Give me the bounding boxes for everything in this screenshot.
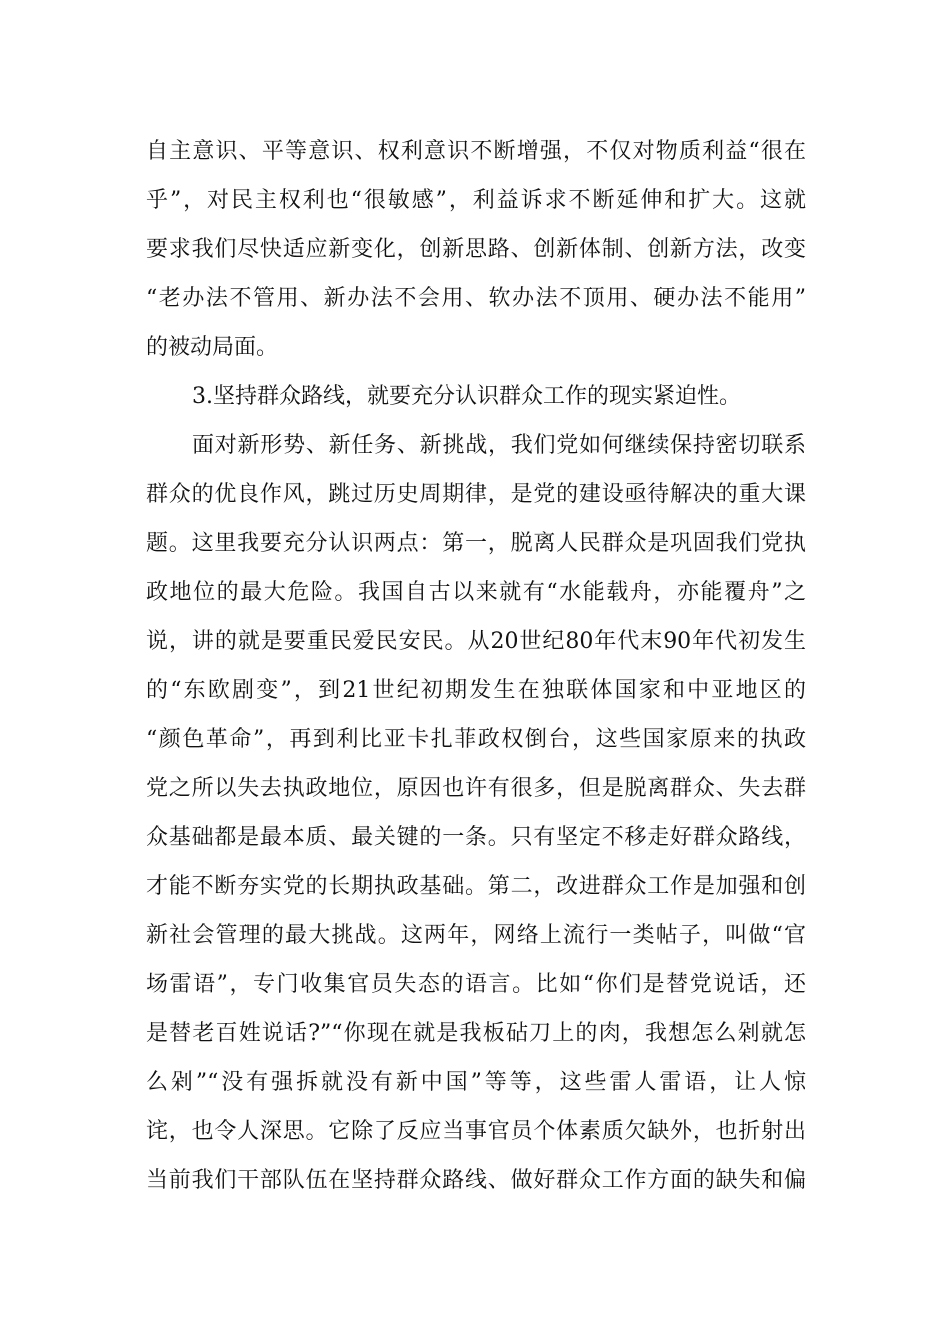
- section-heading: 3.坚持群众路线，就要充分认识群众工作的现实紧迫性。: [192, 384, 741, 409]
- text-line: 说，讲的就是要重民爱民安民。从20世纪80年代末90年代初发生: [146, 629, 806, 654]
- text-line: 要求我们尽快适应新变化，创新思路、创新体制、创新方法，改变: [146, 237, 806, 262]
- text-line: 政地位的最大危险。我国自古以来就有“水能载舟，亦能覆舟”之: [146, 580, 806, 605]
- text-line: 乎”，对民主权利也“很敏感”，利益诉求不断延伸和扩大。这就: [146, 188, 806, 213]
- text-line: 题。这里我要充分认识两点：第一，脱离人民群众是巩固我们党执: [146, 531, 806, 556]
- text-line: 群众的优良作风，跳过历史周期律，是党的建设亟待解决的重大课: [146, 482, 806, 507]
- text-line: 么剁”“没有强拆就没有新中国”等等，这些雷人雷语，让人惊: [146, 1070, 806, 1095]
- text-line: 的被动局面。: [146, 335, 279, 360]
- text-line: “老办法不管用、新办法不会用、软办法不顶用、硬办法不能用”: [146, 286, 806, 311]
- text-line: 当前我们干部队伍在坚持群众路线、做好群众工作方面的缺失和偏: [146, 1168, 806, 1193]
- text-line: 新社会管理的最大挑战。这两年，网络上流行一类帖子，叫做“官: [146, 923, 806, 948]
- text-line: 自主意识、平等意识、权利意识不断增强，不仅对物质利益“很在: [146, 139, 806, 164]
- text-line: 才能不断夯实党的长期执政基础。第二，改进群众工作是加强和创: [146, 874, 806, 899]
- text-line: 众基础都是最本质、最关键的一条。只有坚定不移走好群众路线，: [146, 825, 806, 850]
- text-line: 是替老百姓说话?”“你现在就是我板砧刀上的肉，我想怎么剁就怎: [146, 1021, 806, 1046]
- text-line: 场雷语”，专门收集官员失态的语言。比如“你们是替党说话，还: [146, 972, 806, 997]
- text-line: “颜色革命”，再到利比亚卡扎菲政权倒台，这些国家原来的执政: [146, 727, 806, 752]
- text-line: 的“东欧剧变”，到21世纪初期发生在独联体国家和中亚地区的: [146, 678, 806, 703]
- paragraph-start-line: 面对新形势、新任务、新挑战，我们党如何继续保持密切联系: [192, 433, 806, 458]
- text-line: 党之所以失去执政地位，原因也许有很多，但是脱离群众、失去群: [146, 776, 806, 801]
- text-line: 诧，也令人深思。它除了反应当事官员个体素质欠缺外，也折射出: [146, 1119, 806, 1144]
